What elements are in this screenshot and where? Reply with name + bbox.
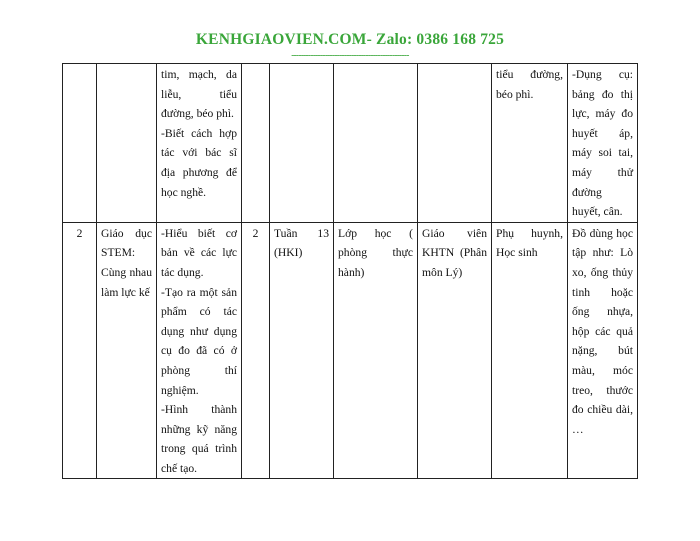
cell-time: Tuần 13 (HKI): [270, 222, 334, 479]
goal-item: tim, mạch, da liễu, tiểu đường, béo phì.: [161, 68, 237, 121]
cell-lead: [418, 64, 492, 223]
cell-partner: Phụ huynh, Học sinh: [492, 222, 568, 479]
page-header-title: KENHGIAOVIEN.COM- Zalo: 0386 168 725: [195, 31, 505, 48]
table-row: [63, 64, 638, 223]
goal-item: -Hiểu biết cơ bản về các lực tác dụng.: [161, 226, 237, 279]
cell-conditions: -Dụng cụ: bảng đo thị lực, máy đo huyết áp, máy soi tai, máy thử đường huyết, cân.: [568, 64, 638, 223]
activity-table: [62, 63, 638, 479]
cell-conditions: Đồ dùng học tập như: Lò xo, ống thủy tinh hoặc ống nhựa, hộp các quả nặng, bút màu, móc treo, thước đo chiều dài, …: [568, 222, 638, 479]
table-row: [63, 222, 638, 479]
cell-periods: [242, 64, 270, 223]
cell-activity-name: Giáo dục STEM: Cùng nhau làm lực kế: [97, 222, 157, 479]
cell-lead: Giáo viên KHTN (Phân môn Lý): [418, 222, 492, 479]
cell-place: Lớp học ( phòng thực hành): [334, 222, 418, 479]
cell-goals: [157, 222, 242, 479]
goal-item: -Biết cách hợp tác với bác sĩ địa phương để học nghề.: [161, 126, 237, 199]
cell-stt: 2: [63, 222, 97, 479]
goal-item: -Tạo ra một sản phẩm có tác dụng như dụng cụ đo đã có ở phòng thí nghiệm.: [161, 285, 237, 397]
cell-activity-name: [97, 64, 157, 223]
cell-periods: 2: [242, 222, 270, 479]
cell-partner: tiểu đường, béo phì.: [492, 64, 568, 223]
goal-item: -Hình thành những kỹ năng trong quá trình chế tạo.: [161, 403, 237, 475]
header-underline: -------------------------------------------------: [291, 51, 409, 59]
cell-goals: [157, 64, 242, 223]
cell-time: [270, 64, 334, 223]
cell-stt: [63, 64, 97, 223]
cell-place: [334, 64, 418, 223]
